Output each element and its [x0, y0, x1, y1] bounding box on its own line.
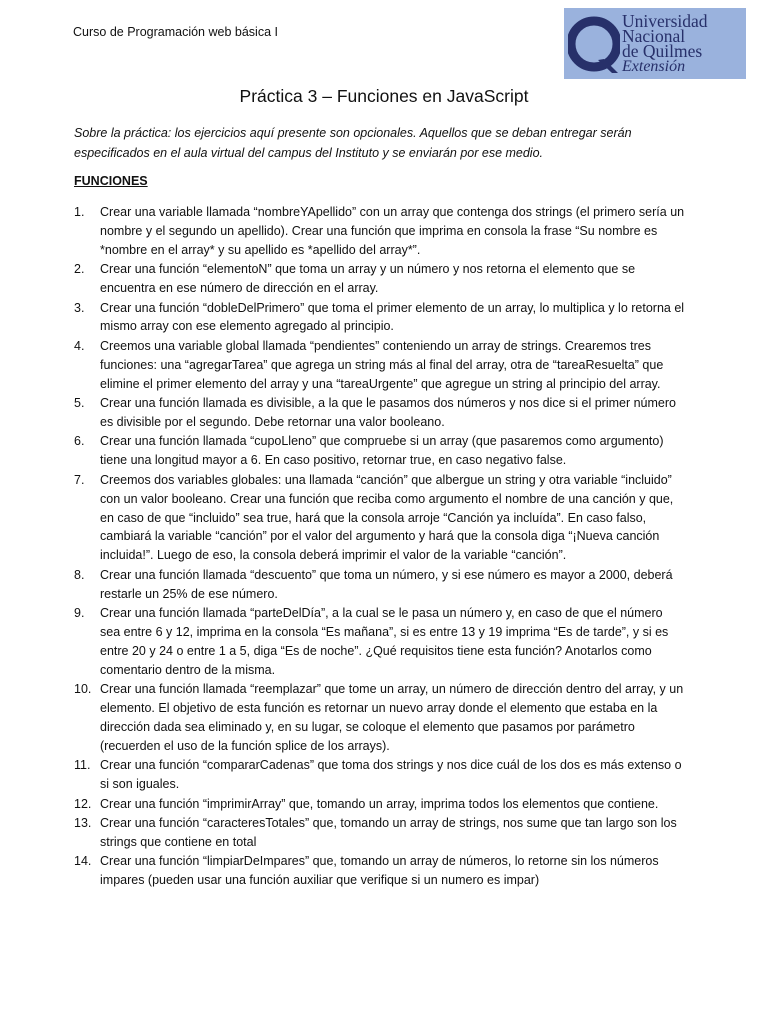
logo-wordmark: [622, 10, 708, 75]
list-item: [74, 471, 686, 566]
item-number: 11.: [74, 758, 91, 773]
item-text: Crear una función llamada “descuento” que toma un número, y si ese número es mayor a 2000, deberá restarle un 25% de ese número.: [100, 567, 673, 601]
university-logo: [564, 8, 746, 79]
item-number: 13.: [74, 816, 92, 830]
item-text: Crear una función llamada “cupoLleno” que compruebe si un array (que pasaremos como argumento) tiene una longitud mayor a 6. En caso positivo, retornar true, en caso negativo false.: [100, 434, 664, 468]
list-item: [74, 260, 686, 298]
item-text: Crear una función “elementoN” que toma un array y un número y nos retorna el elemento que se encuentra en ese número de dirección en el array.: [100, 262, 636, 296]
item-number: 1.: [74, 205, 85, 219]
list-item: [74, 852, 686, 890]
list-item: [74, 604, 686, 680]
list-item: [74, 814, 686, 852]
item-number: 3.: [74, 300, 85, 315]
item-number: 14.: [74, 854, 92, 869]
list-item: [74, 432, 686, 470]
list-item: [74, 299, 686, 337]
exercise-list: [74, 203, 686, 891]
item-text: Crear una función “limpiarDeImpares” que, tomando un array de números, lo retorne sin los números impares (pueden usar una función auxiliar que verifique si un numero es impar): [100, 854, 659, 888]
item-text: Creemos una variable global llamada “pendientes” conteniendo un array de strings. Crearemos tres funciones: una “agregarTarea” que agrega un string más al final del array, otra de “tareaResuelta” que elimine el primer elemento del array y una “tareaUrgente” que agregue un string al principio del array.: [100, 338, 664, 391]
logo-line-nacional: Nacional: [622, 25, 686, 46]
item-text: Crear una función llamada “parteDelDía”, a la cual se le pasa un número y, en caso de que el número sea entre 6 y 12, imprima en la consola “Es mañana”, si es entre 13 y 19 imprima “Es de tarde”, y si es entre 20 y 24 o entre 1 a 5, diga “Es de noche”. ¿Qué requisitos tiene esta función? Anotarlos como comentario dentro de la misma.: [100, 606, 669, 677]
intro-paragraph: Sobre la práctica: los ejercicios aquí presente son opcionales. Aquellos que se deban entregar serán especificados en el aula virtual del campus del Instituto y se enviarán por ese medio.: [74, 126, 632, 160]
list-item: [74, 203, 686, 260]
item-text: Crear una función “imprimirArray” que, tomando un array, imprima todos los elementos que contiene.: [100, 796, 659, 811]
item-number: 10.: [74, 682, 92, 697]
item-number: 2.: [74, 262, 85, 277]
list-item: [74, 680, 686, 756]
logo-line-universidad: Universidad: [622, 10, 708, 31]
page-title: Práctica 3 – Funciones en JavaScript: [239, 86, 529, 106]
logo-line-quilmes: de Quilmes: [622, 40, 703, 61]
item-text: Crear una función llamada es divisible, a la que le pasamos dos números y nos dice si el primer número es divisible por el segundo. Debe retornar una valor booleano.: [100, 396, 676, 429]
item-number: 12.: [74, 796, 92, 811]
list-item: [74, 795, 686, 814]
item-text: Crear una función llamada “reemplazar” que tome un array, un número de dirección dentro del array, y un elemento. El objetivo de esta función es retornar un nuevo array donde el elemento que estaba en la dirección dada sea eliminado y, en su lugar, se coloque el elemento que pasamos por parámetro (recuerden el uso de la función splice de los arrays).: [100, 682, 684, 753]
quilmes-seal-icon: [568, 13, 620, 75]
list-item: [74, 337, 686, 394]
item-text: Crear una variable llamada “nombreYApellido” con un array que contenga dos strings (el primero sería un nombre y el segundo un apellido). Crear una función que imprima en consola la frase “Su nombre es *nombre en el array* y su apellido es *apellido del array*”.: [100, 205, 685, 257]
section-heading: FUNCIONES: [74, 174, 148, 188]
item-text: Crear una función “caracteresTotales” que, tomando un array de strings, nos sume que tan largo son los strings que contiene en total: [100, 816, 677, 849]
item-number: 5.: [74, 396, 85, 411]
list-item: [74, 566, 686, 604]
item-number: 4.: [74, 338, 85, 353]
item-number: 6.: [74, 434, 85, 449]
item-text: Crear una función “dobleDelPrimero” que toma el primer elemento de un array, lo multiplica y lo retorna el mismo array con ese elemento agregado al principio.: [100, 300, 685, 334]
course-header: Curso de Programación web básica I: [73, 25, 278, 39]
item-number: 7.: [74, 472, 85, 487]
logo-line-extension: Extensión: [622, 57, 686, 75]
list-item: [74, 756, 686, 794]
item-number: 8.: [74, 567, 85, 582]
list-item: [74, 394, 686, 432]
item-number: 9.: [74, 606, 85, 621]
item-text: Crear una función “compararCadenas” que toma dos strings y nos dice cuál de los dos es más extenso o si son iguales.: [100, 758, 682, 792]
item-text: Creemos dos variables globales: una llamada “canción” que albergue un string y otra variable “incluido” con un valor booleano. Crear una función que reciba como argumento el nombre de una canción y que, en caso de que “incluido” sea true, hará que la consola arroje “Canción ya incluída”. En caso falso, cambiará la variable “canción” por el valor del argumento y hará que la consola diga “¡Nueva canción incluida!”. Luego de eso, la consola deberá imprimir el valor de la variable “canción”.: [100, 472, 674, 563]
